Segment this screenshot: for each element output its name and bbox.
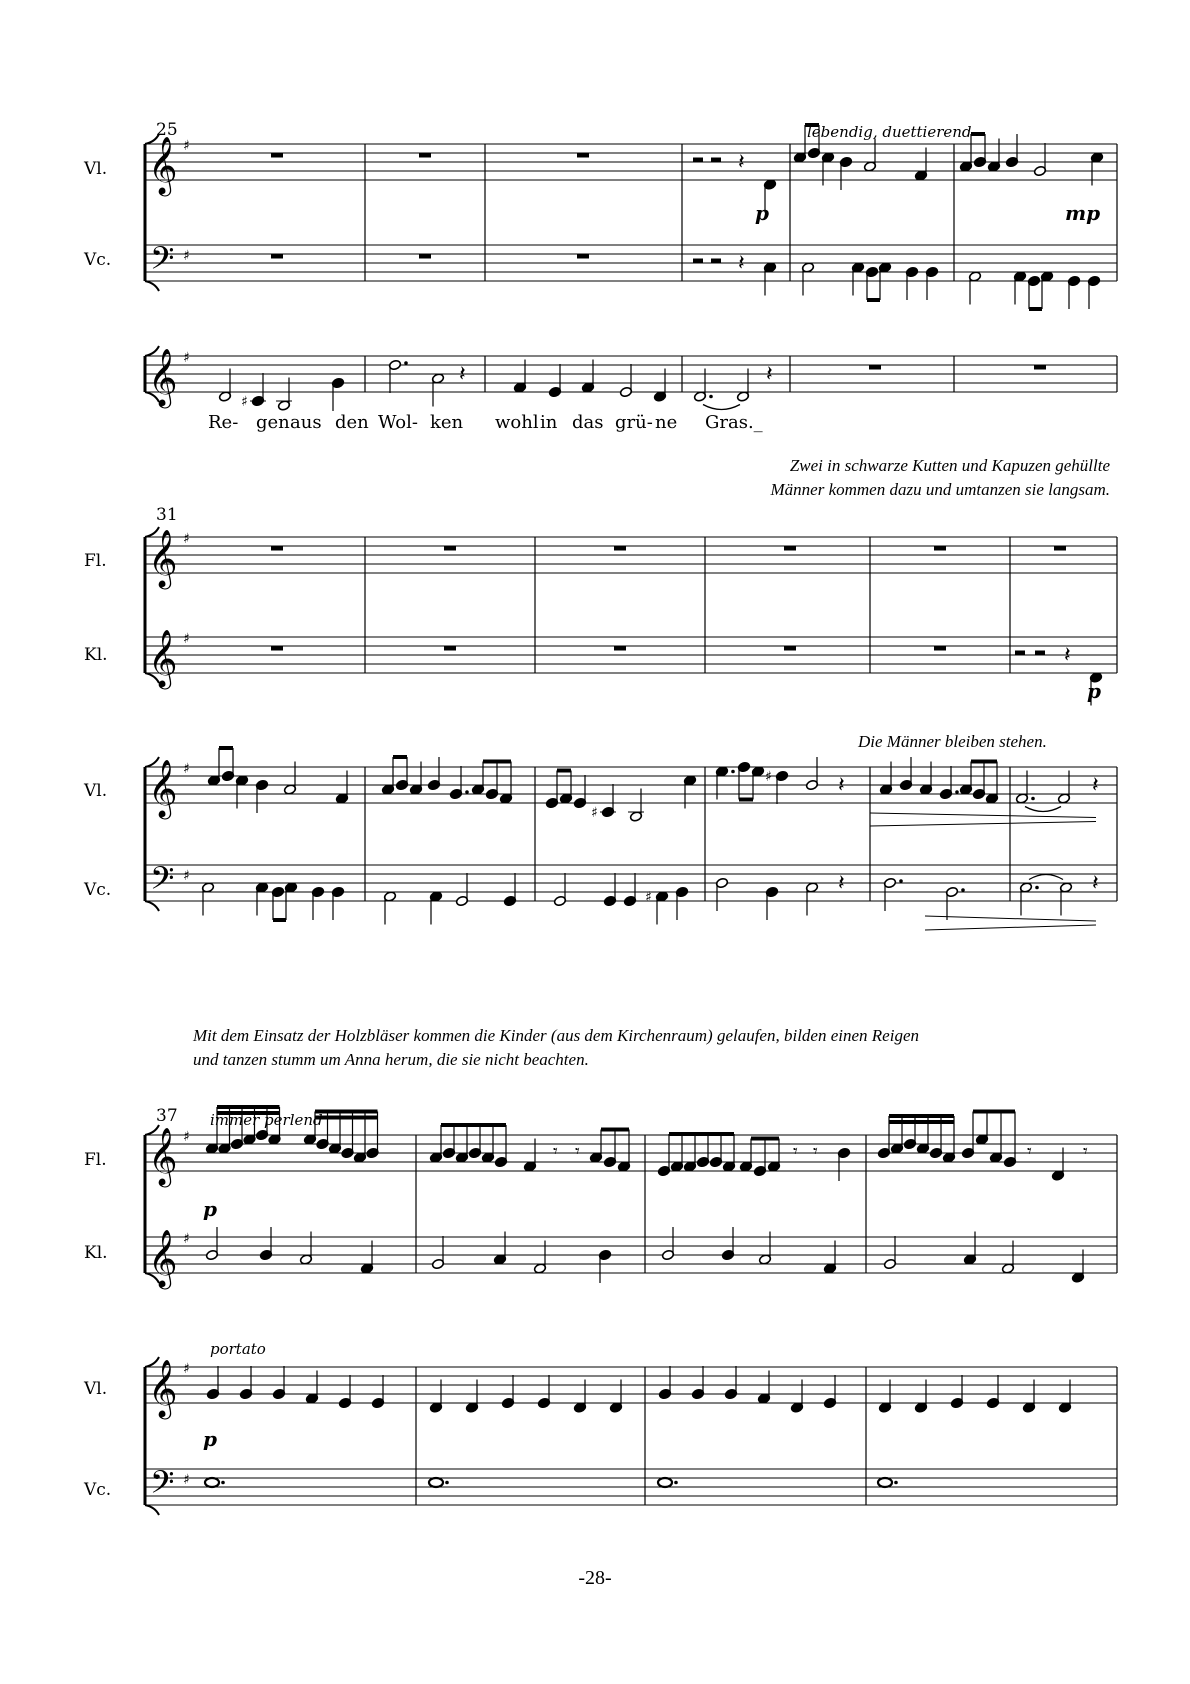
treble-clef-icon: 𝄞 (148, 136, 178, 194)
tie (703, 405, 740, 410)
half-rest-icon (1015, 651, 1025, 656)
page-number: -28- (578, 1567, 612, 1589)
half-rest-icon (711, 158, 721, 163)
key-signature-sharp-icon: ♯ (183, 1361, 190, 1377)
half-rest-icon (693, 158, 703, 163)
half-rest-icon (1035, 651, 1045, 656)
tempo-marking: lebendig, duettierend (807, 123, 972, 141)
eighth-rest-icon: 𝄾 (1027, 1141, 1032, 1162)
quarter-rest-icon: 𝄽 (838, 773, 845, 798)
augmentation-dot (465, 790, 469, 794)
eighth-rest-icon: 𝄾 (575, 1141, 580, 1162)
treble-clef-icon: 𝄞 (148, 629, 178, 687)
lyric-syllable: aus (290, 412, 322, 433)
staff-label: Kl. (84, 645, 108, 665)
whole-rest-icon (869, 365, 881, 370)
expression-marking: portato (210, 1340, 266, 1358)
augmentation-dot (709, 395, 713, 399)
augmentation-dot (674, 1481, 678, 1485)
whole-note (205, 1478, 219, 1487)
expression-marking: immer perlend (210, 1111, 323, 1129)
lyric-syllable: ken (430, 412, 464, 433)
treble-clef-icon: 𝄞 (148, 529, 178, 587)
whole-rest-icon (419, 153, 431, 158)
whole-rest-icon (577, 153, 589, 158)
half-rest-icon (693, 259, 703, 264)
diminuendo-hairpin (925, 925, 1096, 930)
measure-number: 31 (156, 505, 178, 525)
staff-label: Fl. (84, 551, 107, 571)
treble-clef-icon: 𝄞 (148, 1127, 178, 1185)
augmentation-dot (1031, 797, 1035, 801)
eighth-rest-icon: 𝄾 (793, 1141, 798, 1162)
diminuendo-hairpin (925, 916, 1096, 921)
lyric-syllable: ne (655, 412, 678, 433)
whole-rest-icon (577, 254, 589, 259)
dynamic-mark: mp (1065, 201, 1101, 225)
treble-clef-icon: 𝄞 (148, 759, 178, 817)
quarter-rest-icon: 𝄽 (459, 362, 466, 387)
dynamic-mark: p (755, 201, 769, 225)
stage-direction-men-stop: Die Männer bleiben stehen. (858, 732, 1047, 751)
quarter-rest-icon: 𝄽 (738, 251, 745, 276)
whole-rest-icon (1034, 365, 1046, 370)
whole-rest-icon (271, 646, 283, 651)
staff-label: Vc. (84, 880, 112, 900)
lyric-syllable: das (572, 412, 604, 433)
tie (1029, 875, 1063, 880)
sharp-accidental-icon: ♯ (591, 805, 598, 821)
quarter-rest-icon: 𝄽 (1064, 643, 1071, 668)
whole-rest-icon (614, 546, 626, 551)
key-signature-sharp-icon: ♯ (183, 1472, 190, 1488)
lyric-syllable: grü- (615, 412, 653, 433)
whole-note (429, 1478, 443, 1487)
stage-direction-2-line: und tanzen stumm um Anna herum, die sie nicht beachten. (193, 1050, 589, 1069)
tie (1025, 807, 1061, 812)
lyric-syllable: wohl (495, 412, 539, 433)
eighth-rest-icon: 𝄾 (553, 1141, 558, 1162)
augmentation-dot (899, 879, 903, 883)
augmentation-dot (731, 770, 735, 774)
whole-rest-icon (419, 254, 431, 259)
lyric-syllable: gen (256, 412, 290, 433)
key-signature-sharp-icon: ♯ (183, 1231, 190, 1247)
key-signature-sharp-icon: ♯ (183, 248, 190, 264)
dynamic-mark: p (203, 1427, 217, 1451)
lyric-syllable: Wol- (378, 412, 418, 433)
augmentation-dot (404, 361, 408, 365)
stage-direction-2-line: Mit dem Einsatz der Holzbläser kommen die Kinder (aus dem Kirchenraum) gelaufen, bilden einen Reigen (193, 1026, 919, 1045)
staff-label: Kl. (84, 1243, 108, 1263)
key-signature-sharp-icon: ♯ (183, 631, 190, 647)
quarter-rest-icon: 𝄽 (1092, 773, 1099, 798)
diminuendo-hairpin (870, 822, 1096, 827)
whole-rest-icon (271, 254, 283, 259)
stage-direction-1-line: Zwei in schwarze Kutten und Kapuzen gehüllte (789, 456, 1110, 475)
key-signature-sharp-icon: ♯ (183, 350, 190, 366)
whole-rest-icon (271, 546, 283, 551)
measure-number: 37 (156, 1106, 178, 1126)
treble-clef-icon: 𝄞 (148, 348, 178, 406)
staff-label: Fl. (84, 1150, 107, 1170)
whole-rest-icon (784, 646, 796, 651)
dynamic-mark: p (203, 1197, 217, 1221)
sharp-accidental-icon: ♯ (645, 889, 652, 906)
bass-clef-icon: 𝄢 (150, 240, 175, 284)
treble-clef-icon: 𝄞 (148, 1229, 178, 1287)
dynamic-mark: p (1087, 679, 1101, 703)
augmentation-dot (445, 1481, 449, 1485)
augmentation-dot (1035, 886, 1039, 890)
quarter-rest-icon: 𝄽 (1092, 871, 1099, 896)
augmentation-dot (894, 1481, 898, 1485)
lyric-syllable: in (540, 412, 558, 433)
key-signature-sharp-icon: ♯ (183, 868, 190, 884)
lyric-syllable: Re- (208, 412, 239, 433)
staff-label: Vl. (84, 1379, 108, 1399)
key-signature-sharp-icon: ♯ (183, 138, 190, 154)
whole-rest-icon (934, 646, 946, 651)
whole-rest-icon (784, 546, 796, 551)
augmentation-dot (955, 790, 959, 794)
key-signature-sharp-icon: ♯ (183, 1129, 190, 1145)
whole-note (658, 1478, 672, 1487)
measure-number: 25 (156, 120, 178, 140)
whole-rest-icon (444, 646, 456, 651)
sharp-accidental-icon: ♯ (765, 769, 772, 785)
diminuendo-hairpin (870, 813, 1096, 818)
staff-label: Vc. (84, 1480, 112, 1500)
bass-clef-icon: 𝄢 (150, 1464, 175, 1508)
augmentation-dot (961, 888, 965, 892)
treble-clef-icon: 𝄞 (148, 1359, 178, 1417)
key-signature-sharp-icon: ♯ (183, 531, 190, 547)
staff-label: Vl. (84, 781, 108, 801)
lyric-syllable: Gras._ (705, 412, 763, 433)
whole-rest-icon (271, 153, 283, 158)
augmentation-dot (221, 1481, 225, 1485)
quarter-rest-icon: 𝄽 (766, 362, 773, 387)
quarter-rest-icon: 𝄽 (838, 871, 845, 896)
half-rest-icon (711, 259, 721, 264)
eighth-rest-icon: 𝄾 (813, 1141, 818, 1162)
whole-rest-icon (614, 646, 626, 651)
quarter-rest-icon: 𝄽 (738, 150, 745, 175)
key-signature-sharp-icon: ♯ (183, 761, 190, 777)
staff-label: Vl. (84, 159, 108, 179)
whole-rest-icon (444, 546, 456, 551)
whole-rest-icon (1054, 546, 1066, 551)
lyric-syllable: den (335, 412, 369, 433)
sharp-accidental-icon: ♯ (241, 394, 248, 410)
bass-clef-icon: 𝄢 (150, 860, 175, 904)
staff-label: Vc. (84, 250, 112, 270)
eighth-rest-icon: 𝄾 (1083, 1141, 1088, 1162)
whole-note (878, 1478, 892, 1487)
stage-direction-1-line: Männer kommen dazu und umtanzen sie langsam. (770, 480, 1110, 499)
whole-rest-icon (934, 546, 946, 551)
